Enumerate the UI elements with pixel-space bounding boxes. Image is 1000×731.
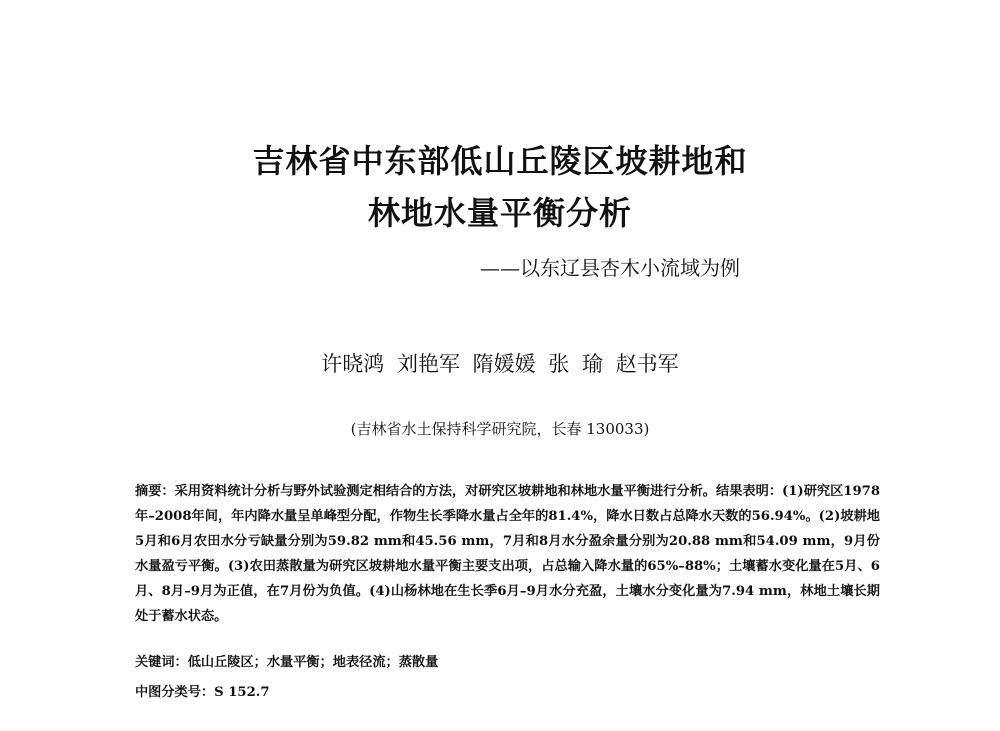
abstract-text: 采用资料统计分析与野外试验测定相结合的方法，对研究区坡耕地和林地水量平衡进行分析。结果表明：(1)研究区1978年–2008年间，年内降水量呈单峰型分配，作物生长季降水量占全年的81.4%，降水日数占总降水天数的56.94%。(2)坡耕地5月和6月农田水分亏缺量分别为59.82 mm和45.56 mm，7月和8月水分盈余量分别为20.88 mm和54.09 mm，9月份水量盈亏平衡。(3)农田蒸散量为研究区坡耕地水量平衡主要支出项，占总输入降水量的65%–88%；土壤蓄水变化量在5月、6月、8月–9月为正值，在7月份为负值。(4)山杨林地在生长季6月–9月水分充盈，土壤水分变化量为7.94 mm，林地土壤长期处于蓄水状态。 <box>135 484 881 624</box>
paper-title-line-1: 吉林省中东部低山丘陵区坡耕地和 <box>252 142 748 180</box>
abstract <box>135 479 880 629</box>
keywords <box>135 651 880 670</box>
paper-title-line-2: 林地水量平衡分析 <box>367 194 632 232</box>
paper-subtitle: ——以东辽县杏木小流域为例 <box>480 256 740 280</box>
clc-value: S 152.7 <box>214 685 270 700</box>
keywords-label: 关键词： <box>135 655 188 670</box>
affiliation: (吉林省水土保持科学研究院，长春 130033) <box>350 420 650 438</box>
keywords-text: 低山丘陵区；水量平衡；地表径流；蒸散量 <box>187 655 439 670</box>
clc-label: 中图分类号： <box>135 685 215 700</box>
abstract-label: 摘要： <box>135 484 175 499</box>
author-list: 许晓鸿 刘艳军 隋媛媛 张 瑜 赵书军 <box>321 352 679 376</box>
classification-number <box>135 681 880 700</box>
